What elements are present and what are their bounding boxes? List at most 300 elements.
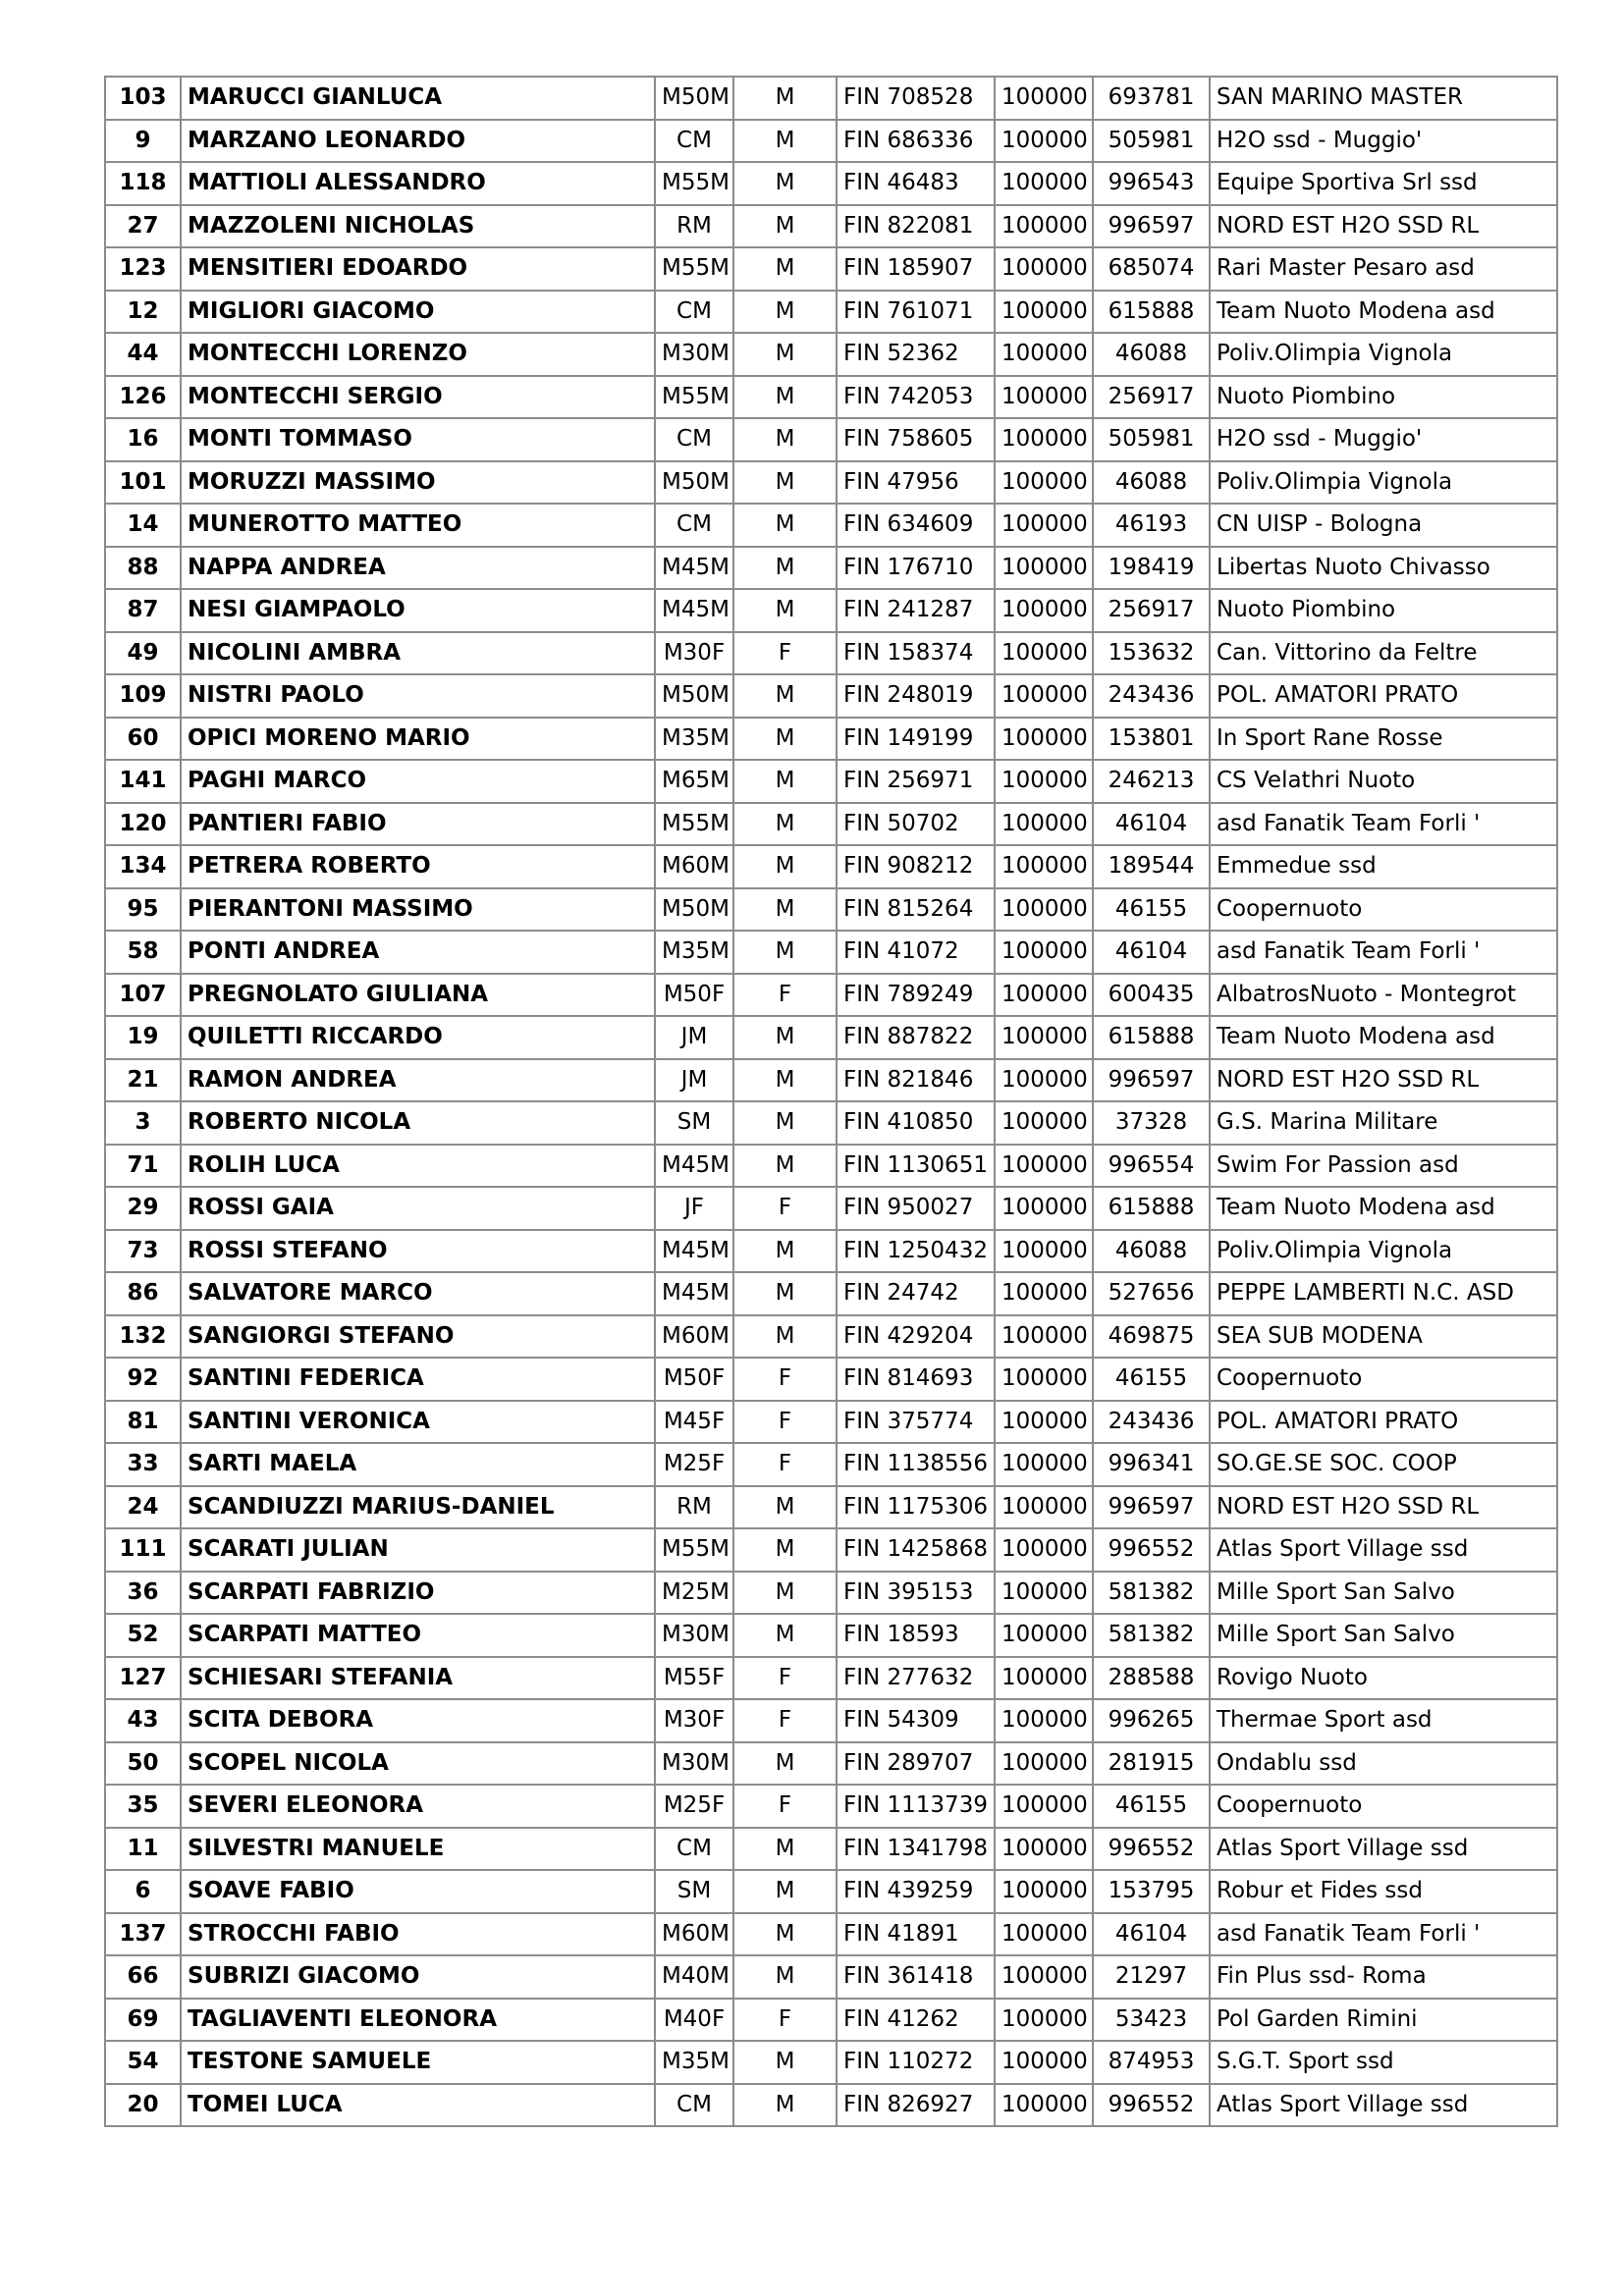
club-name: H2O ssd - Muggio' [1210,120,1557,163]
table-row [105,418,1557,461]
athlete-sex: M [733,418,837,461]
fin-membership: FIN 1175306 [837,1486,995,1529]
event-code: 100000 [995,1486,1093,1529]
club-code: 256917 [1093,376,1210,419]
club-code: 46155 [1093,888,1210,932]
table-row [105,589,1557,632]
athlete-number: 36 [105,1572,181,1615]
athlete-sex: F [733,1699,837,1742]
club-name: Pol Garden Rimini [1210,1999,1557,2042]
table-row [105,162,1557,205]
athlete-name: MARZANO LEONARDO [181,120,655,163]
table-row [105,632,1557,675]
athlete-category: RM [655,1486,733,1529]
athlete-category: M30F [655,632,733,675]
event-code: 100000 [995,1145,1093,1188]
fin-membership: FIN 1113739 [837,1785,995,1828]
athlete-number: 33 [105,1443,181,1486]
club-name: SEA SUB MODENA [1210,1315,1557,1359]
fin-membership: FIN 361418 [837,1955,995,1999]
club-code: 37328 [1093,1101,1210,1145]
fin-membership: FIN 149199 [837,718,995,761]
athlete-category: CM [655,2084,733,2127]
athlete-category: M55F [655,1657,733,1700]
fin-membership: FIN 634609 [837,504,995,547]
event-code: 100000 [995,760,1093,803]
club-name: SO.GE.SE SOC. COOP [1210,1443,1557,1486]
fin-membership: FIN 41891 [837,1913,995,1956]
fin-membership: FIN 18593 [837,1614,995,1657]
athlete-name: OPICI MORENO MARIO [181,718,655,761]
event-code: 100000 [995,1101,1093,1145]
event-code: 100000 [995,1230,1093,1273]
athlete-name: NESI GIAMPAOLO [181,589,655,632]
athlete-number: 66 [105,1955,181,1999]
athlete-number: 111 [105,1528,181,1572]
athlete-category: M45F [655,1401,733,1444]
athlete-name: SCARPATI MATTEO [181,1614,655,1657]
table-row [105,461,1557,505]
club-code: 600435 [1093,974,1210,1017]
athlete-number: 58 [105,931,181,974]
athlete-sex: M [733,205,837,248]
event-code: 100000 [995,632,1093,675]
fin-membership: FIN 185907 [837,247,995,291]
table-row [105,1443,1557,1486]
athlete-sex: F [733,632,837,675]
table-row [105,1187,1557,1230]
table-row [105,718,1557,761]
athlete-category: M55M [655,162,733,205]
club-code: 46155 [1093,1785,1210,1828]
athlete-sex: M [733,931,837,974]
event-code: 100000 [995,803,1093,846]
athlete-sex: F [733,1401,837,1444]
athlete-number: 35 [105,1785,181,1828]
athlete-name: ROLIH LUCA [181,1145,655,1188]
athlete-name: RAMON ANDREA [181,1059,655,1102]
club-name: H2O ssd - Muggio' [1210,418,1557,461]
athlete-sex: M [733,77,837,120]
table-row [105,1101,1557,1145]
fin-membership: FIN 761071 [837,291,995,334]
athlete-category: JF [655,1187,733,1230]
club-name: Team Nuoto Modena asd [1210,291,1557,334]
athlete-sex: M [733,1955,837,1999]
club-code: 996543 [1093,162,1210,205]
fin-membership: FIN 47956 [837,461,995,505]
athlete-category: M60M [655,1913,733,1956]
athlete-category: M50M [655,461,733,505]
fin-membership: FIN 814693 [837,1358,995,1401]
club-name: Robur et Fides ssd [1210,1870,1557,1913]
event-code: 100000 [995,888,1093,932]
club-code: 996597 [1093,1486,1210,1529]
event-code: 100000 [995,1828,1093,1871]
fin-membership: FIN 1130651 [837,1145,995,1188]
athlete-category: M40M [655,1955,733,1999]
athlete-name: PIERANTONI MASSIMO [181,888,655,932]
event-code: 100000 [995,718,1093,761]
athlete-category: M45M [655,589,733,632]
athlete-sex: F [733,1358,837,1401]
fin-membership: FIN 908212 [837,845,995,888]
athlete-number: 52 [105,1614,181,1657]
club-name: Ondablu ssd [1210,1742,1557,1786]
club-code: 46088 [1093,333,1210,376]
athlete-roster-table [104,76,1558,2127]
athlete-sex: M [733,1016,837,1059]
athlete-sex: M [733,2084,837,2127]
athlete-category: M30M [655,333,733,376]
athlete-category: M40F [655,1999,733,2042]
athlete-sex: F [733,1785,837,1828]
athlete-name: SCANDIUZZI MARIUS-DANIEL [181,1486,655,1529]
athlete-name: MONTECCHI LORENZO [181,333,655,376]
athlete-category: M55M [655,376,733,419]
athlete-sex: F [733,974,837,1017]
club-name: Nuoto Piombino [1210,376,1557,419]
athlete-name: SCHIESARI STEFANIA [181,1657,655,1700]
athlete-number: 141 [105,760,181,803]
athlete-name: NISTRI PAOLO [181,674,655,718]
event-code: 100000 [995,1785,1093,1828]
club-code: 46193 [1093,504,1210,547]
athlete-category: M35M [655,931,733,974]
club-name: In Sport Rane Rosse [1210,718,1557,761]
club-name: Atlas Sport Village ssd [1210,2084,1557,2127]
athlete-sex: M [733,1315,837,1359]
athlete-sex: M [733,1528,837,1572]
athlete-name: SCARPATI FABRIZIO [181,1572,655,1615]
athlete-name: NICOLINI AMBRA [181,632,655,675]
club-code: 243436 [1093,674,1210,718]
athlete-sex: M [733,247,837,291]
club-name: Equipe Sportiva Srl ssd [1210,162,1557,205]
club-code: 996597 [1093,1059,1210,1102]
club-code: 46104 [1093,803,1210,846]
table-row [105,931,1557,974]
fin-membership: FIN 248019 [837,674,995,718]
table-row [105,1486,1557,1529]
event-code: 100000 [995,1272,1093,1315]
club-name: Mille Sport San Salvo [1210,1572,1557,1615]
event-code: 100000 [995,1657,1093,1700]
athlete-number: 27 [105,205,181,248]
athlete-category: M30M [655,1742,733,1786]
club-name: Emmedue ssd [1210,845,1557,888]
club-name: Libertas Nuoto Chivasso [1210,547,1557,590]
athlete-name: SEVERI ELEONORA [181,1785,655,1828]
athlete-name: ROSSI GAIA [181,1187,655,1230]
fin-membership: FIN 1138556 [837,1443,995,1486]
athlete-sex: M [733,1614,837,1657]
club-code: 46088 [1093,1230,1210,1273]
athlete-name: MARUCCI GIANLUCA [181,77,655,120]
athlete-name: PANTIERI FABIO [181,803,655,846]
athlete-category: M50M [655,888,733,932]
fin-membership: FIN 41072 [837,931,995,974]
athlete-name: MENSITIERI EDOARDO [181,247,655,291]
athlete-name: MIGLIORI GIACOMO [181,291,655,334]
club-code: 469875 [1093,1315,1210,1359]
athlete-number: 107 [105,974,181,1017]
athlete-name: STROCCHI FABIO [181,1913,655,1956]
event-code: 100000 [995,120,1093,163]
athlete-category: CM [655,291,733,334]
club-name: Coopernuoto [1210,1785,1557,1828]
club-code: 996552 [1093,2084,1210,2127]
event-code: 100000 [995,2084,1093,2127]
athlete-name: SCARATI JULIAN [181,1528,655,1572]
event-code: 100000 [995,547,1093,590]
athlete-number: 95 [105,888,181,932]
fin-membership: FIN 742053 [837,376,995,419]
event-code: 100000 [995,674,1093,718]
table-row [105,1315,1557,1359]
table-row [105,888,1557,932]
athlete-category: M50F [655,1358,733,1401]
fin-membership: FIN 822081 [837,205,995,248]
athlete-number: 24 [105,1486,181,1529]
athlete-number: 120 [105,803,181,846]
club-code: 996265 [1093,1699,1210,1742]
athlete-number: 54 [105,2041,181,2084]
table-row [105,1999,1557,2042]
table-row [105,1145,1557,1188]
event-code: 100000 [995,333,1093,376]
event-code: 100000 [995,376,1093,419]
club-name: Atlas Sport Village ssd [1210,1528,1557,1572]
event-code: 100000 [995,845,1093,888]
fin-membership: FIN 410850 [837,1101,995,1145]
table-row [105,333,1557,376]
athlete-name: TOMEI LUCA [181,2084,655,2127]
table-row [105,1358,1557,1401]
club-name: POL. AMATORI PRATO [1210,674,1557,718]
athlete-name: MAZZOLENI NICHOLAS [181,205,655,248]
club-code: 615888 [1093,1187,1210,1230]
club-name: Coopernuoto [1210,1358,1557,1401]
athlete-number: 50 [105,1742,181,1786]
athlete-number: 21 [105,1059,181,1102]
fin-membership: FIN 758605 [837,418,995,461]
club-name: asd Fanatik Team Forli ' [1210,803,1557,846]
athlete-number: 101 [105,461,181,505]
fin-membership: FIN 821846 [837,1059,995,1102]
athlete-name: SANGIORGI STEFANO [181,1315,655,1359]
club-code: 505981 [1093,418,1210,461]
event-code: 100000 [995,1999,1093,2042]
event-code: 100000 [995,1443,1093,1486]
event-code: 100000 [995,1913,1093,1956]
athlete-number: 6 [105,1870,181,1913]
athlete-name: MONTECCHI SERGIO [181,376,655,419]
event-code: 100000 [995,974,1093,1017]
event-code: 100000 [995,205,1093,248]
fin-membership: FIN 256971 [837,760,995,803]
club-code: 46155 [1093,1358,1210,1401]
event-code: 100000 [995,1358,1093,1401]
club-code: 581382 [1093,1572,1210,1615]
event-code: 100000 [995,931,1093,974]
club-name: CS Velathri Nuoto [1210,760,1557,803]
club-code: 996552 [1093,1528,1210,1572]
fin-membership: FIN 289707 [837,1742,995,1786]
club-code: 153795 [1093,1870,1210,1913]
athlete-category: CM [655,120,733,163]
club-name: NORD EST H2O SSD RL [1210,205,1557,248]
club-name: Team Nuoto Modena asd [1210,1016,1557,1059]
athlete-category: M30M [655,1614,733,1657]
document-page [104,76,1558,2127]
athlete-category: M50M [655,674,733,718]
table-row [105,845,1557,888]
athlete-number: 127 [105,1657,181,1700]
athlete-sex: M [733,547,837,590]
athlete-sex: M [733,845,837,888]
athlete-category: M50F [655,974,733,1017]
club-name: Swim For Passion asd [1210,1145,1557,1188]
fin-membership: FIN 789249 [837,974,995,1017]
table-row [105,77,1557,120]
athlete-sex: M [733,333,837,376]
athlete-sex: M [733,291,837,334]
athlete-category: M25F [655,1785,733,1828]
club-code: 281915 [1093,1742,1210,1786]
event-code: 100000 [995,162,1093,205]
athlete-number: 11 [105,1828,181,1871]
table-row [105,1699,1557,1742]
athlete-sex: M [733,1101,837,1145]
athlete-name: SALVATORE MARCO [181,1272,655,1315]
club-code: 21297 [1093,1955,1210,1999]
fin-membership: FIN 1250432 [837,1230,995,1273]
athlete-name: MORUZZI MASSIMO [181,461,655,505]
athlete-name: MUNEROTTO MATTEO [181,504,655,547]
event-code: 100000 [995,1572,1093,1615]
athlete-number: 69 [105,1999,181,2042]
table-row [105,1059,1557,1102]
fin-membership: FIN 1341798 [837,1828,995,1871]
athlete-number: 20 [105,2084,181,2127]
event-code: 100000 [995,2041,1093,2084]
athlete-name: NAPPA ANDREA [181,547,655,590]
athlete-name: PONTI ANDREA [181,931,655,974]
athlete-category: M25M [655,1572,733,1615]
fin-membership: FIN 429204 [837,1315,995,1359]
table-row [105,547,1557,590]
athlete-sex: M [733,120,837,163]
club-code: 288588 [1093,1657,1210,1700]
athlete-category: M25F [655,1443,733,1486]
table-row [105,1401,1557,1444]
club-name: NORD EST H2O SSD RL [1210,1059,1557,1102]
athlete-number: 9 [105,120,181,163]
event-code: 100000 [995,461,1093,505]
athlete-category: M30F [655,1699,733,1742]
table-row [105,1870,1557,1913]
table-row [105,1572,1557,1615]
athlete-number: 43 [105,1699,181,1742]
table-row [105,1913,1557,1956]
athlete-sex: M [733,461,837,505]
athlete-number: 118 [105,162,181,205]
fin-membership: FIN 826927 [837,2084,995,2127]
athlete-number: 12 [105,291,181,334]
athlete-sex: F [733,1657,837,1700]
event-code: 100000 [995,1187,1093,1230]
club-code: 996597 [1093,205,1210,248]
athlete-name: MONTI TOMMASO [181,418,655,461]
athlete-category: M45M [655,1272,733,1315]
event-code: 100000 [995,77,1093,120]
table-row [105,803,1557,846]
fin-membership: FIN 158374 [837,632,995,675]
fin-membership: FIN 708528 [837,77,995,120]
table-row [105,376,1557,419]
athlete-number: 109 [105,674,181,718]
fin-membership: FIN 41262 [837,1999,995,2042]
athlete-sex: M [733,1230,837,1273]
club-name: Poliv.Olimpia Vignola [1210,461,1557,505]
club-name: Poliv.Olimpia Vignola [1210,333,1557,376]
club-name: asd Fanatik Team Forli ' [1210,1913,1557,1956]
athlete-name: PAGHI MARCO [181,760,655,803]
club-code: 153801 [1093,718,1210,761]
athlete-number: 87 [105,589,181,632]
club-code: 246213 [1093,760,1210,803]
club-code: 198419 [1093,547,1210,590]
athlete-sex: M [733,589,837,632]
athlete-sex: M [733,718,837,761]
athlete-number: 19 [105,1016,181,1059]
athlete-category: M45M [655,1145,733,1188]
athlete-sex: M [733,1272,837,1315]
athlete-sex: M [733,760,837,803]
athlete-name: SCITA DEBORA [181,1699,655,1742]
table-row [105,1614,1557,1657]
club-name: Team Nuoto Modena asd [1210,1187,1557,1230]
table-row [105,1657,1557,1700]
club-name: Atlas Sport Village ssd [1210,1828,1557,1871]
club-code: 527656 [1093,1272,1210,1315]
event-code: 100000 [995,1059,1093,1102]
athlete-name: ROBERTO NICOLA [181,1101,655,1145]
athlete-number: 88 [105,547,181,590]
club-code: 693781 [1093,77,1210,120]
club-name: NORD EST H2O SSD RL [1210,1486,1557,1529]
club-name: Fin Plus ssd- Roma [1210,1955,1557,1999]
club-name: S.G.T. Sport ssd [1210,2041,1557,2084]
athlete-number: 132 [105,1315,181,1359]
club-name: Can. Vittorino da Feltre [1210,632,1557,675]
club-code: 53423 [1093,1999,1210,2042]
club-code: 189544 [1093,845,1210,888]
athlete-number: 14 [105,504,181,547]
event-code: 100000 [995,291,1093,334]
event-code: 100000 [995,504,1093,547]
athlete-category: M45M [655,547,733,590]
club-name: CN UISP - Bologna [1210,504,1557,547]
athlete-category: M55M [655,1528,733,1572]
club-code: 46088 [1093,461,1210,505]
fin-membership: FIN 887822 [837,1016,995,1059]
club-name: Thermae Sport asd [1210,1699,1557,1742]
table-row [105,974,1557,1017]
event-code: 100000 [995,1955,1093,1999]
athlete-name: SARTI MAELA [181,1443,655,1486]
